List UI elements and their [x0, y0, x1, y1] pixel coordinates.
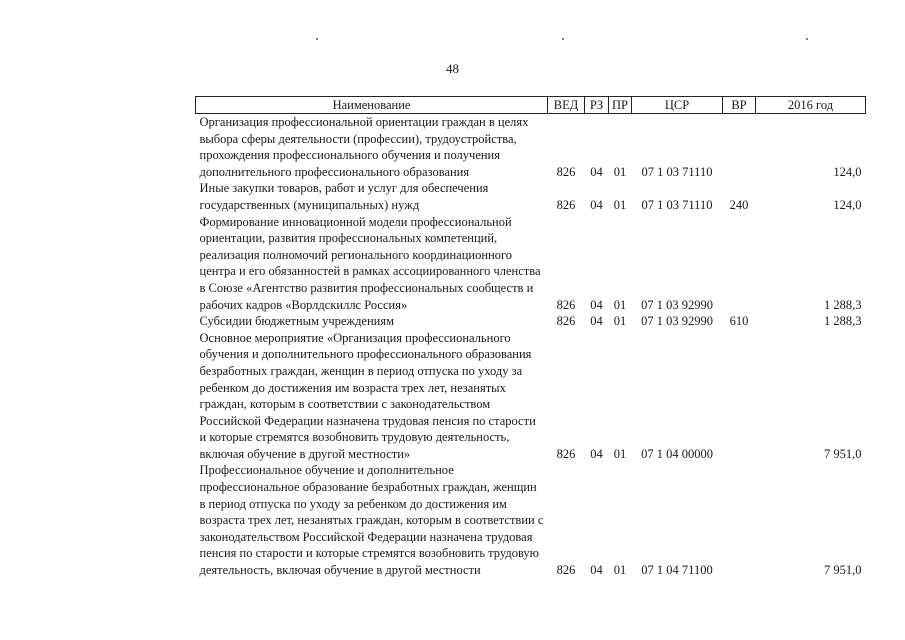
table-row — [196, 214, 866, 314]
row-rz: 04 — [590, 297, 603, 312]
header-csr: ЦСР — [632, 97, 723, 114]
row-name: Основное мероприятие «Организация профессионального обучения и дополнительного профессионального образования безработных граждан, женщин в период отпуска по уходу за ребенком до достижения им возраста трех лет, незанятых граждан, которым в соответствии с законодательством Российской Федерации назначена трудовая пенсия по старости и которые стремятся возобновить трудовую деятельность, включая обучение в другой местности» — [199, 330, 536, 461]
row-ved: 826 — [556, 197, 576, 212]
row-rz: 04 — [590, 164, 603, 179]
row-pr: 01 — [613, 446, 627, 461]
row-amount: 7 951,0 — [824, 446, 862, 461]
header-year: 2016 год — [756, 97, 866, 114]
table-body — [196, 114, 866, 579]
scan-speck — [562, 38, 564, 40]
row-amount: 7 951,0 — [824, 563, 862, 578]
row-name: Субсидии бюджетным учреждениям — [199, 314, 395, 329]
row-amount: 1 288,3 — [824, 297, 862, 312]
row-name: Иные закупки товаров, работ и услуг для обеспечения государственных (муниципальных) нужд — [199, 181, 489, 212]
row-ved: 826 — [556, 446, 576, 461]
row-csr: 07 1 04 71100 — [641, 563, 713, 578]
page-number: 48 — [446, 61, 459, 76]
row-vr: 240 — [729, 197, 749, 212]
row-csr: 07 1 03 92990 — [641, 297, 713, 312]
row-rz: 04 — [590, 563, 603, 578]
scan-speck — [806, 38, 808, 40]
row-vr: 610 — [729, 314, 749, 329]
row-pr: 01 — [613, 297, 627, 312]
row-pr: 01 — [613, 197, 627, 212]
row-pr: 01 — [613, 563, 627, 578]
row-vr — [723, 462, 756, 578]
row-vr — [723, 114, 756, 181]
row-name: Профессиональное обучение и дополнительное профессиональное образование безработных граждан, женщин в период отпуска по уходу за ребенком до достижения им возраста трех лет, незанятых граждан, которым в соответствии с законодательством Российской Федерации назначена трудовая пенсия по старости и которые стремятся возобновить трудовую деятельность, включая обучение в другой местности — [199, 463, 544, 578]
row-vr — [723, 330, 756, 463]
row-amount: 124,0 — [833, 197, 862, 212]
row-csr: 07 1 03 71110 — [641, 164, 713, 179]
row-rz: 04 — [590, 314, 603, 329]
row-amount: 124,0 — [833, 164, 862, 179]
row-rz: 04 — [590, 446, 603, 461]
row-vr — [723, 214, 756, 314]
row-csr: 07 1 04 00000 — [641, 446, 713, 461]
table-row — [196, 330, 866, 463]
row-csr: 07 1 03 71110 — [641, 197, 713, 212]
row-ved: 826 — [556, 314, 576, 329]
row-amount: 1 288,3 — [824, 314, 862, 329]
row-pr: 01 — [613, 314, 627, 329]
table-row — [196, 313, 866, 330]
row-ved: 826 — [556, 297, 576, 312]
header-rz: РЗ — [585, 97, 609, 114]
table-row — [196, 462, 866, 578]
row-name: Формирование инновационной модели профессиональной ориентации, развития профессиональных компетенций, реализация полномочий регионального координационного центра и его обязанностей в рамках ассоциированного членства в Союзе «Агентство развития профессиональных сообществ и рабочих кадров «Ворлдскиллс Россия» — [199, 214, 541, 312]
table-header — [196, 97, 866, 114]
row-rz: 04 — [590, 197, 603, 212]
budget-table — [195, 96, 866, 579]
header-vr: ВР — [723, 97, 756, 114]
row-ved: 826 — [556, 164, 576, 179]
header-name: Наименование — [196, 97, 548, 114]
header-pr: ПР — [609, 97, 632, 114]
row-csr: 07 1 03 92990 — [641, 314, 713, 329]
scan-speck — [316, 38, 318, 40]
row-name: Организация профессиональной ориентации граждан в целях выбора сферы деятельности (профессии), трудоустройства, прохождения профессионального обучения и получения дополнительного профессионального образования — [199, 115, 529, 179]
row-ved: 826 — [556, 563, 576, 578]
table-row — [196, 180, 866, 213]
header-ved: ВЕД — [548, 97, 585, 114]
row-pr: 01 — [613, 164, 627, 179]
table-row — [196, 114, 866, 181]
